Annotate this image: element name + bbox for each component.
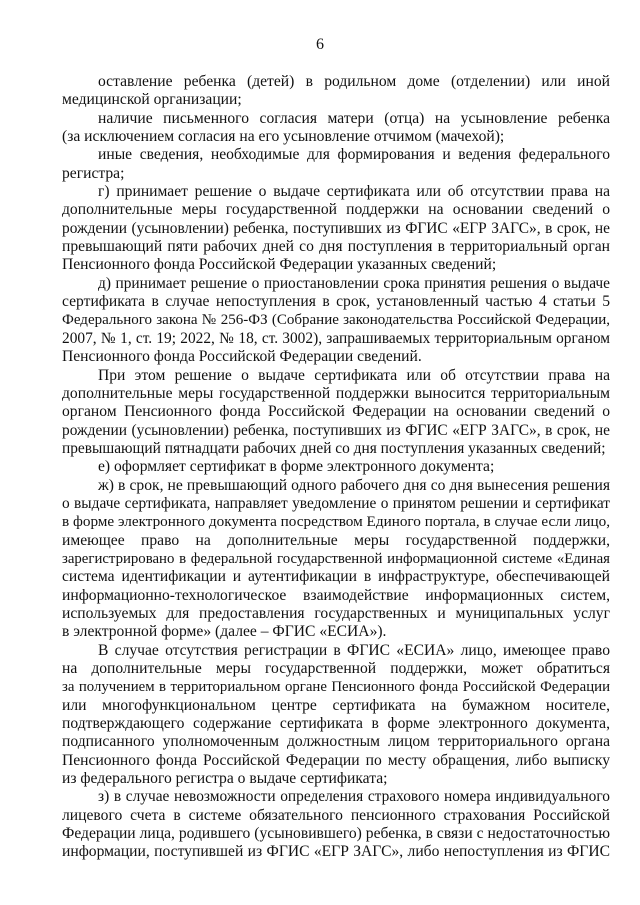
text-line: подписанного уполномоченным должностным лицом территориального органа [62,733,610,751]
text-line: наличие письменного согласия матери (отца) на усыновление ребенка [98,109,610,127]
text-line: ж) в срок, не превышающий одного рабочего дня со дня вынесения решения [98,476,610,494]
text-line: подтверждающего содержание сертификата в форме электронного документа, [62,715,610,733]
text-line: используемых для предоставления государственных и муниципальных услуг [62,604,610,622]
text-line: рождении (усыновлении) ребенка, поступивших из ФГИС «ЕГР ЗАГС», в срок, не [62,219,610,237]
text-line: информационно-технологическое взаимодействие информационных систем, [62,586,610,604]
text-line: д) принимает решение о приостановлении срока принятия решения о выдаче [98,274,610,292]
text-line: сертификата в случае непоступления в срок, установленный частью 4 статьи 5 [62,293,610,311]
text-line: зарегистрировано в федеральной государственной информационной системе «Единая [62,550,610,567]
document-body [62,73,610,862]
text-line: оставление ребенка (детей) в родильном доме (отделении) или иной [98,73,610,90]
text-line: на дополнительные меры государственной поддержки, может обратиться [62,660,610,677]
text-line: органом Пенсионного фонда Российской Федерации на основании сведений о [62,403,610,421]
text-line: из федерального регистра о выдаче сертификата; [62,770,388,788]
text-line: в электронной форме» (далее – ФГИС «ЕСИА»). [62,623,387,641]
page-number: 6 [316,36,324,53]
text-line: лицевого счета в системе обязательного пенсионного страхования Российской [62,806,610,824]
text-line: Пенсионного фонда Российской Федерации указанных сведений; [62,256,497,274]
text-line: медицинской организации; [62,91,242,109]
text-line: В случае отсутствия регистрации в ФГИС «ЕСИА» лицо, имеющее право [98,641,610,659]
text-line: (за исключением согласия на его усыновление отчимом (мачехой); [62,128,505,146]
text-line: Федерального закона № 256-ФЗ (Собрание законодательства Российской Федерации, [62,312,610,329]
text-line: система идентификации и аутентификации в инфраструктуре, обеспечивающей [62,568,610,586]
text-line: информации, поступившей из ФГИС «ЕГР ЗАГС», либо непоступления из ФГИС [62,843,610,861]
text-line: или многофункциональном центре сертификата на бумажном носителе, [62,696,610,714]
text-line: превышающий пяти рабочих дней со дня поступления в территориальный орган [62,238,610,256]
text-line: Федерации лица, родившего (усыновившего) ребенка, в связи с недостаточностью [62,825,610,843]
text-line: имеющее право на дополнительные меры государственной поддержки, [62,531,610,549]
text-line: е) оформляет сертификат в форме электронного документа; [98,458,495,476]
text-line: иные сведения, необходимые для формирования и ведения федерального [98,146,610,164]
text-line: 2007, № 1, ст. 19; 2022, № 18, ст. 3002), запрашиваемых территориальным органом [62,329,610,347]
text-line: о выдаче сертификата, направляет уведомление о принятом решении и сертификат [62,494,610,512]
text-line: дополнительные меры государственной поддержки на основании сведений о [62,201,610,219]
text-line: При этом решение о выдаче сертификата или об отсутствии права на [98,366,610,384]
text-line: регистра; [62,164,125,182]
text-line: в форме электронного документа посредством Единого портала, в случае если лицо, [62,513,610,531]
text-line: Пенсионного фонда Российской Федерации сведений. [62,348,422,366]
text-line: г) принимает решение о выдаче сертификата или об отсутствии права на [98,183,610,201]
text-line: за получением в территориальном органе Пенсионного фонда Российской Федерации [62,679,610,696]
text-line: Пенсионного фонда Российской Федерации по месту обращения, либо выписку [62,751,610,769]
text-line: з) в случае невозможности определения страхового номера индивидуального [98,788,610,806]
text-line: дополнительные меры государственной поддержки выносится территориальным [62,384,610,402]
text-line: рождении (усыновлении) ребенка, поступивших из ФГИС «ЕГР ЗАГС», в срок, не [62,421,610,439]
text-line: превышающий пятнадцати рабочих дней со дня поступления указанных сведений; [62,439,606,457]
